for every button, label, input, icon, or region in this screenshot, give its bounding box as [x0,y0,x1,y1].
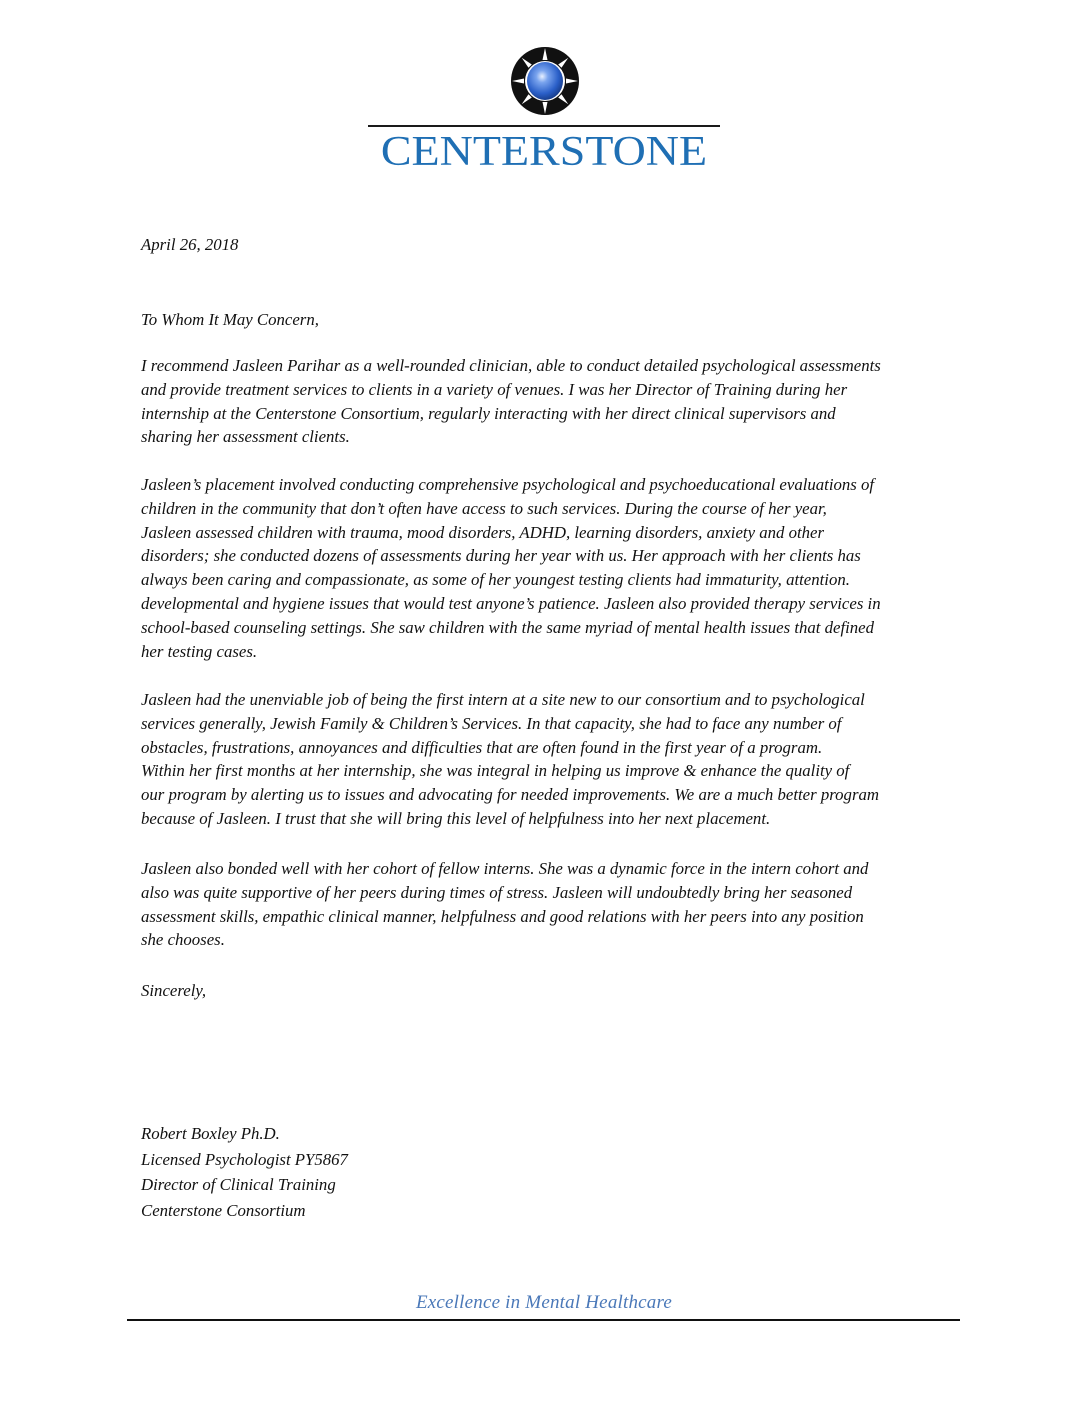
text-line: Within her first months at her internship, she was integral in helping us improve & enhance the quality of [141,761,850,781]
footer-tagline: Excellence in Mental Healthcare [415,1292,673,1313]
text-line: obstacles, frustrations, annoyances and difficulties that are often found in the first year of a program. [141,737,823,757]
paragraph-first-intern [141,688,971,831]
salutation: To Whom It May Concern, [141,310,319,329]
sunburst-sphere-icon [510,46,580,116]
text-line: I recommend Jasleen Parihar as a well-rounded clinician, able to conduct detailed psychological assessments [141,356,881,375]
signer-title: Director of Clinical Training [141,1175,336,1194]
text-line: developmental and hygiene issues that would test anyone’s patience. Jasleen also provided therapy services in [141,593,881,613]
signer-license: Licensed Psychologist PY5867 [141,1149,348,1169]
text-line: Jasleen had the unenviable job of being the first intern at a site new to our consortium and to psychological [141,690,865,709]
text-line: services generally, Jewish Family & Children’s Services. In that capacity, she had to face any number of [141,713,842,733]
text-line: Jasleen assessed children with trauma, mood disorders, ADHD, learning disorders, anxiety and other [141,522,825,542]
signature-block [141,1121,348,1223]
text-line: our program by alerting us to issues and advocating for needed improvements. We are a much better program [141,785,879,805]
closing: Sincerely, [141,981,207,1000]
paragraph-cohort [141,857,971,952]
text-line: internship at the Centerstone Consortium, regularly interacting with her direct clinical supervisors and [141,403,836,423]
text-line: and provide treatment services to clients in a variety of venues. I was her Director of Training during her [141,379,848,399]
text-line: always been caring and compassionate, as some of her youngest testing clients had immaturity, attention. [141,570,850,590]
text-line: also was quite supportive of her peers during times of stress. Jasleen will undoubtedly bring her seasoned [141,882,853,902]
text-line: disorders; she conducted dozens of assessments during her year with us. Her approach with her clients has [141,546,861,566]
text-line: assessment skills, empathic clinical manner, helpfulness and good relations with her peers into any position [141,906,864,926]
organization-wordmark: CENTERSTONE [380,127,708,175]
footer-rule [127,1319,960,1321]
text-line: she chooses. [141,930,225,950]
text-line: Jasleen’s placement involved conducting comprehensive psychological and psychoeducational evaluations of [141,475,875,494]
letterhead [366,46,722,176]
text-line: Jasleen also bonded well with her cohort of fellow interns. She was a dynamic force in the intern cohort and [141,859,869,878]
paragraph-recommendation [141,354,971,449]
text-line: school-based counseling settings. She saw children with the same myriad of mental health issues that defined [141,617,875,637]
signer-name: Robert Boxley Ph.D. [141,1124,280,1143]
letter-date: April 26, 2018 [141,235,239,254]
text-line: her testing cases. [141,641,258,661]
text-line: sharing her assessment clients. [141,427,350,447]
signer-organization: Centerstone Consortium [141,1200,306,1220]
text-line: children in the community that don’t often have access to such services. During the course of her year, [141,498,827,518]
text-line: because of Jasleen. I trust that she will bring this level of helpfulness into her next placement. [141,808,771,828]
paragraph-placement [141,473,971,663]
